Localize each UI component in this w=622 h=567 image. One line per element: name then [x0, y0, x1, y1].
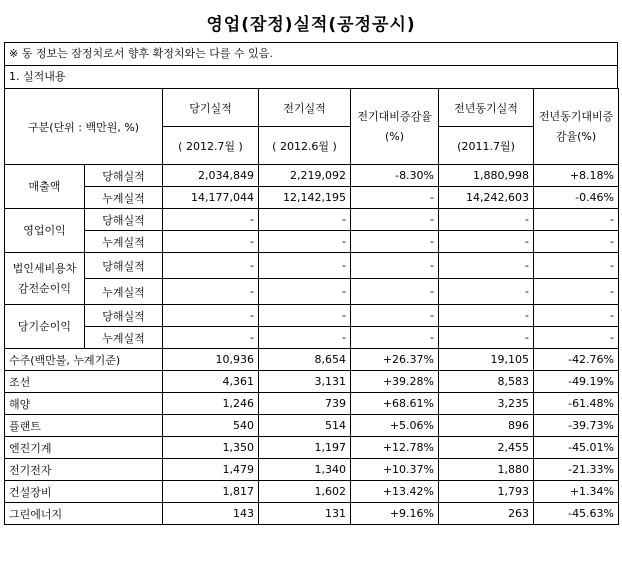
- value-cell: 1,479: [163, 459, 259, 481]
- value-cell: 896: [439, 415, 534, 437]
- value-cell: 1,246: [163, 393, 259, 415]
- value-cell: +8.18%: [534, 165, 619, 187]
- value-cell: 1,340: [259, 459, 351, 481]
- previous-header: 전기실적: [259, 89, 351, 127]
- order-label: 전기전자: [5, 459, 163, 481]
- value-cell: +5.06%: [351, 415, 439, 437]
- value-cell: -: [351, 253, 439, 279]
- header-row-1: [5, 89, 619, 127]
- value-cell: +1.34%: [534, 481, 619, 503]
- value-cell: -: [163, 253, 259, 279]
- value-cell: 3,235: [439, 393, 534, 415]
- yoy-prev-period: (2011.7월): [439, 127, 534, 165]
- table-row: [5, 415, 619, 437]
- disclaimer-note: ※ 동 정보는 잠정치로서 향후 확정치와는 다를 수 있음.: [4, 42, 618, 65]
- page-title: 영업(잠정)실적(공정공시): [206, 15, 416, 35]
- section-heading: 1. 실적내용: [4, 65, 618, 88]
- value-cell: -: [163, 279, 259, 305]
- value-cell: 2,219,092: [259, 165, 351, 187]
- value-cell: -: [534, 305, 619, 327]
- value-cell: 14,177,044: [163, 187, 259, 209]
- value-cell: -: [351, 187, 439, 209]
- value-cell: 1,350: [163, 437, 259, 459]
- row-group-label: 매출액: [5, 165, 85, 209]
- table-row: [5, 253, 619, 279]
- value-cell: -: [259, 327, 351, 349]
- table-row: [5, 209, 619, 231]
- value-cell: -42.76%: [534, 349, 619, 371]
- order-label: 조선: [5, 371, 163, 393]
- results-table-body: [5, 89, 619, 525]
- value-cell: -0.46%: [534, 187, 619, 209]
- value-cell: 1,197: [259, 437, 351, 459]
- value-cell: 143: [163, 503, 259, 525]
- value-cell: -: [534, 209, 619, 231]
- value-cell: +68.61%: [351, 393, 439, 415]
- value-cell: -: [351, 327, 439, 349]
- value-cell: 14,242,603: [439, 187, 534, 209]
- table-row: [5, 187, 619, 209]
- value-cell: +26.37%: [351, 349, 439, 371]
- value-cell: -: [163, 209, 259, 231]
- value-cell: 2,455: [439, 437, 534, 459]
- table-row: [5, 481, 619, 503]
- value-cell: -39.73%: [534, 415, 619, 437]
- value-cell: 1,880,998: [439, 165, 534, 187]
- table-row: [5, 231, 619, 253]
- value-cell: -: [439, 209, 534, 231]
- table-row: [5, 371, 619, 393]
- value-cell: -: [163, 305, 259, 327]
- value-cell: -: [534, 327, 619, 349]
- disclosure-container: [4, 42, 618, 525]
- table-row: [5, 305, 619, 327]
- table-row: [5, 327, 619, 349]
- order-label: 해양: [5, 393, 163, 415]
- value-cell: -: [439, 253, 534, 279]
- value-cell: 8,583: [439, 371, 534, 393]
- value-cell: 131: [259, 503, 351, 525]
- current-header: 당기실적: [163, 89, 259, 127]
- order-label: 수주(백만불, 누계기준): [5, 349, 163, 371]
- category-header: 구분(단위 : 백만원, %): [5, 89, 163, 165]
- value-cell: -: [439, 231, 534, 253]
- value-cell: 1,817: [163, 481, 259, 503]
- results-table: [4, 88, 619, 525]
- value-cell: -: [163, 231, 259, 253]
- value-cell: 3,131: [259, 371, 351, 393]
- qoq-header: 전기대비증감율(%): [351, 89, 439, 165]
- value-cell: 514: [259, 415, 351, 437]
- value-cell: -: [439, 279, 534, 305]
- value-cell: -: [534, 253, 619, 279]
- value-cell: -45.01%: [534, 437, 619, 459]
- value-cell: -: [351, 231, 439, 253]
- value-cell: -: [259, 305, 351, 327]
- previous-period: ( 2012.6월 ): [259, 127, 351, 165]
- order-label: 엔진기계: [5, 437, 163, 459]
- value-cell: +9.16%: [351, 503, 439, 525]
- value-cell: -: [351, 305, 439, 327]
- row-sub-label: 누계실적: [85, 327, 163, 349]
- value-cell: -: [351, 279, 439, 305]
- row-sub-label: 당해실적: [85, 253, 163, 279]
- row-sub-label: 당해실적: [85, 165, 163, 187]
- yoy-header: 전년동기대비증감율(%): [534, 89, 619, 165]
- value-cell: 1,602: [259, 481, 351, 503]
- table-row: [5, 393, 619, 415]
- order-label: 플랜트: [5, 415, 163, 437]
- table-row: [5, 349, 619, 371]
- value-cell: 263: [439, 503, 534, 525]
- value-cell: -: [534, 231, 619, 253]
- order-label: 그린에너지: [5, 503, 163, 525]
- value-cell: 8,654: [259, 349, 351, 371]
- row-group-label: 영업이익: [5, 209, 85, 253]
- value-cell: 10,936: [163, 349, 259, 371]
- value-cell: 1,880: [439, 459, 534, 481]
- yoy-prev-header: 전년동기실적: [439, 89, 534, 127]
- value-cell: -: [259, 231, 351, 253]
- current-period: ( 2012.7월 ): [163, 127, 259, 165]
- value-cell: -21.33%: [534, 459, 619, 481]
- row-group-label: 당기순이익: [5, 305, 85, 349]
- table-row: [5, 459, 619, 481]
- row-sub-label: 누계실적: [85, 187, 163, 209]
- value-cell: +39.28%: [351, 371, 439, 393]
- row-sub-label: 당해실적: [85, 305, 163, 327]
- value-cell: -: [439, 327, 534, 349]
- value-cell: -8.30%: [351, 165, 439, 187]
- value-cell: -: [439, 305, 534, 327]
- value-cell: +10.37%: [351, 459, 439, 481]
- row-sub-label: 누계실적: [85, 279, 163, 305]
- value-cell: -49.19%: [534, 371, 619, 393]
- value-cell: -: [259, 253, 351, 279]
- value-cell: 19,105: [439, 349, 534, 371]
- table-row: [5, 437, 619, 459]
- value-cell: 12,142,195: [259, 187, 351, 209]
- value-cell: -: [259, 279, 351, 305]
- row-sub-label: 누계실적: [85, 231, 163, 253]
- value-cell: 2,034,849: [163, 165, 259, 187]
- value-cell: 540: [163, 415, 259, 437]
- value-cell: -45.63%: [534, 503, 619, 525]
- table-row: [5, 165, 619, 187]
- value-cell: -: [534, 279, 619, 305]
- row-group-label: 법인세비용차감전순이익: [5, 253, 85, 305]
- value-cell: 4,361: [163, 371, 259, 393]
- value-cell: +12.78%: [351, 437, 439, 459]
- value-cell: -: [163, 327, 259, 349]
- value-cell: -: [259, 209, 351, 231]
- order-label: 건설장비: [5, 481, 163, 503]
- value-cell: 1,793: [439, 481, 534, 503]
- value-cell: -61.48%: [534, 393, 619, 415]
- table-row: [5, 279, 619, 305]
- row-sub-label: 당해실적: [85, 209, 163, 231]
- value-cell: 739: [259, 393, 351, 415]
- table-row: [5, 503, 619, 525]
- value-cell: +13.42%: [351, 481, 439, 503]
- value-cell: -: [351, 209, 439, 231]
